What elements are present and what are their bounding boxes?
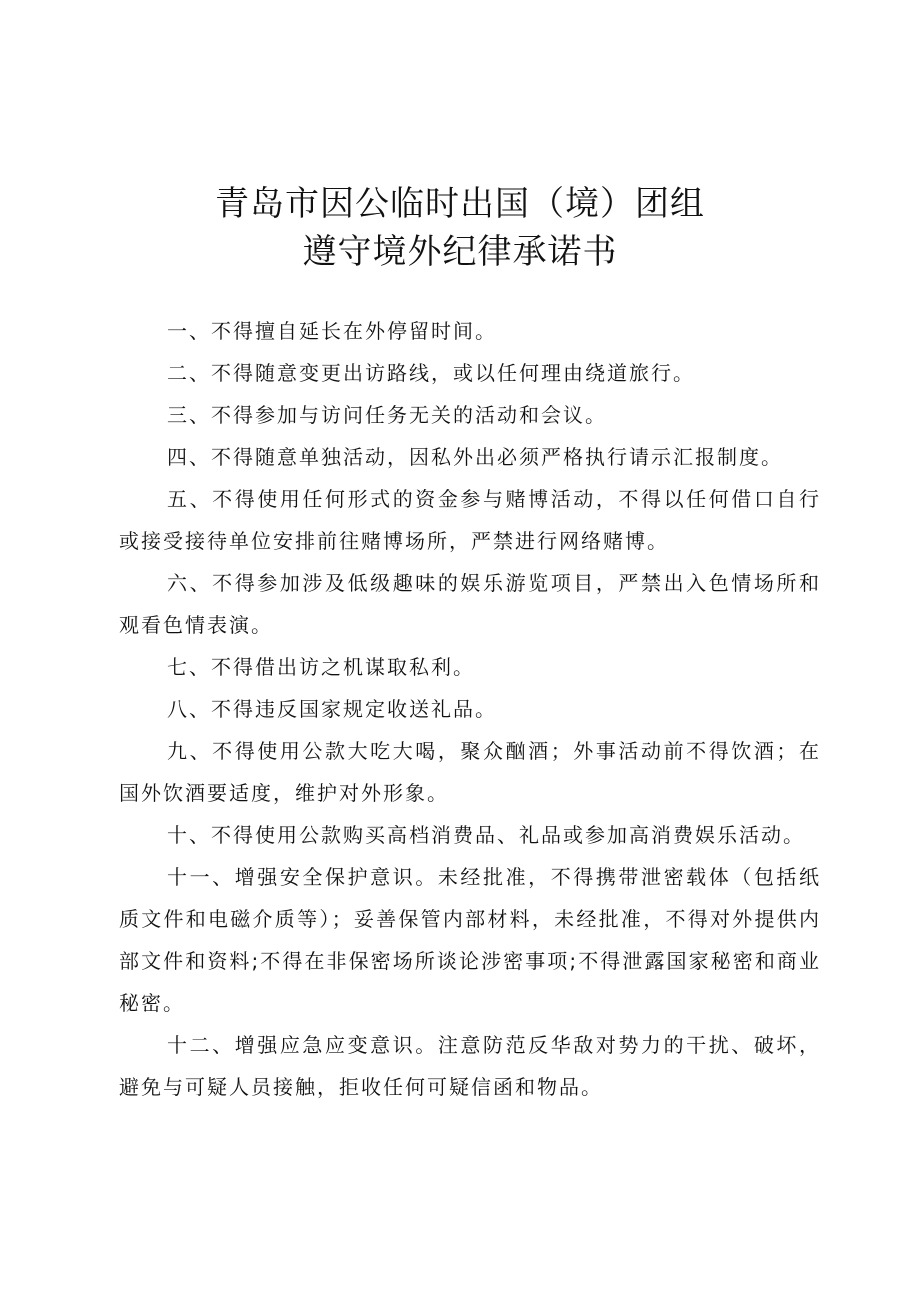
pledge-item-5: 五、不得使用任何形式的资金参与赌博活动，不得以任何借口自行或接受接待单位安排前往赌博场所，严禁进行网络赌博。 (119, 487, 821, 553)
pledge-item-6: 六、不得参加涉及低级趣味的娱乐游览项目，严禁出入色情场所和观看色情表演。 (119, 571, 821, 637)
pledge-item-12: 十二、增强应急应变意识。注意防范反华敌对势力的干扰、破坏，避免与可疑人员接触，拒收任何可疑信函和物品。 (119, 1033, 821, 1099)
title-line-1: 青岛市因公临时出国（境）团组 (215, 184, 705, 224)
pledge-item-9: 九、不得使用公款大吃大喝，聚众酗酒；外事活动前不得饮酒；在国外饮酒要适度，维护对外形象。 (119, 739, 821, 805)
document-title (0, 180, 920, 276)
pledge-item-7: 七、不得借出访之机谋取私利。 (167, 655, 475, 679)
pledge-item-4: 四、不得随意单独活动，因私外出必须严格执行请示汇报制度。 (167, 445, 783, 469)
title-line-2: 遵守境外纪律承诺书 (302, 232, 618, 272)
pledge-items (119, 310, 821, 1108)
pledge-item-11: 十一、增强安全保护意识。未经批准，不得携带泄密载体（包括纸质文件和电磁介质等）；妥善保管内部材料，未经批准，不得对外提供内部文件和资料;不得在非保密场所谈论涉密事项;不得泄露国家秘密和商业秘密。 (119, 865, 821, 1015)
pledge-item-3: 三、不得参加与访问任务无关的活动和会议。 (167, 403, 607, 427)
pledge-item-10: 十、不得使用公款购买高档消费品、礼品或参加高消费娱乐活动。 (167, 823, 805, 847)
pledge-item-1: 一、不得擅自延长在外停留时间。 (167, 319, 497, 343)
pledge-item-8: 八、不得违反国家规定收送礼品。 (167, 697, 497, 721)
pledge-item-2: 二、不得随意变更出访路线，或以任何理由绕道旅行。 (167, 361, 695, 385)
